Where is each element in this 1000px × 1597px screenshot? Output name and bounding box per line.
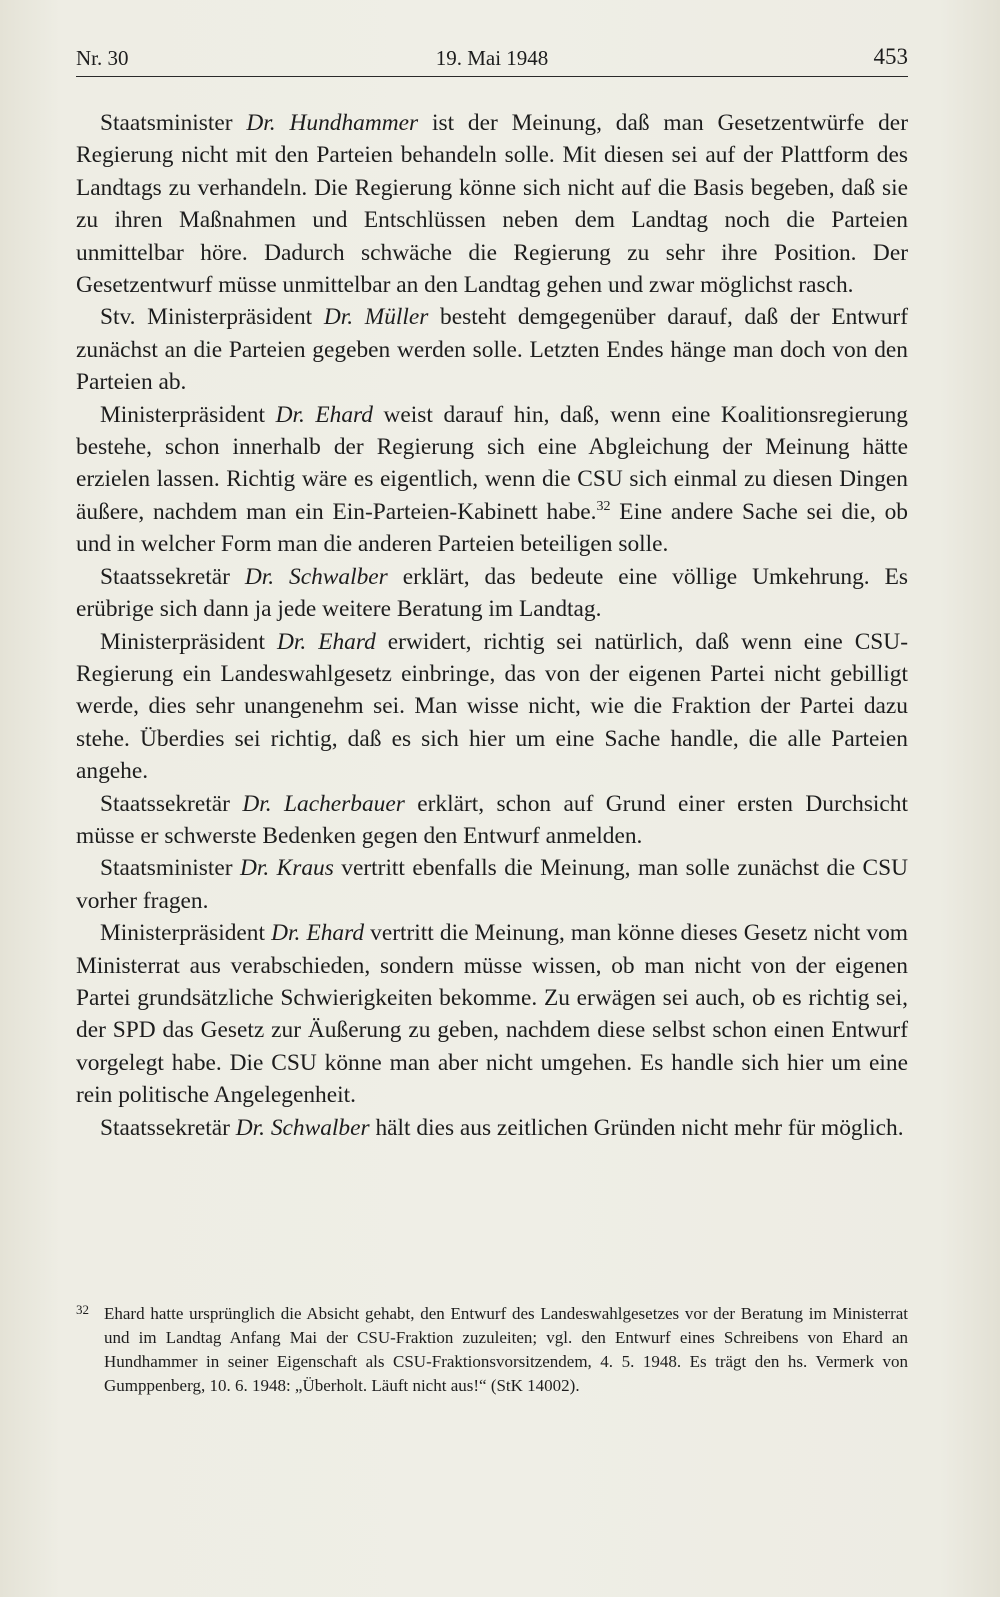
footnote: [76, 1302, 908, 1398]
speaker-title: Dr.: [246, 110, 290, 136]
speaker-name: Ehard: [318, 628, 376, 655]
speaker-name: Schwalber: [270, 1114, 370, 1141]
running-header: [76, 42, 908, 77]
paragraph: Staatsminister Dr. Kraus vertritt ebenfalls die Meinung, man solle zunächst die CSU vorher fragen.: [76, 855, 908, 914]
page-number: 453: [873, 44, 908, 69]
speaker-title: Dr.: [239, 855, 277, 882]
paragraph: Staatsminister Dr. Hundhammer ist der Meinung, daß man Gesetzentwürfe der Regierung nicht mit den Parteien behandeln solle. Mit diesen sei auf der Plattform des Landtags zu verhandeln. Die Regierung könne sich nicht auf die Basis begeben, daß sie zu ihren Maßnahmen und Entschlüssen neben dem Landtag noch die Parteien unmittelbar höre. Dadurch schwäche die Regierung zu sehr ihre Position. Der Gesetzentwurf müsse unmittelbar an den Landtag gehen und zwar möglichst rasch.: [76, 110, 908, 299]
paragraph: Staatssekretär Dr. Schwalber hält dies aus zeitlichen Gründen nicht mehr für möglich.: [100, 1114, 904, 1141]
speaker-name: Müller: [364, 304, 429, 331]
footnote-reference[interactable]: 32: [596, 498, 611, 514]
footnote-number: 32: [76, 1302, 89, 1317]
speaker-title: Dr.: [275, 401, 316, 428]
paragraph: Staatssekretär Dr. Lacherbauer erklärt, schon auf Grund einer ersten Durchsicht müsse er schwerste Bedenken gegen den Entwurf anmelden.: [76, 790, 909, 849]
document-number: Nr. 30: [76, 46, 129, 70]
session-date: 19. Mai 1948: [435, 46, 549, 70]
speaker-name: Ehard: [315, 401, 373, 428]
paragraph: Staatssekretär Dr. Schwalber erklärt, das bedeute eine völlige Umkehrung. Es erübrige sich dann ja jede weitere Beratung im Landtag.: [76, 563, 908, 623]
speaker-name: Schwalber: [289, 563, 388, 590]
protocol-text: [76, 107, 908, 1144]
paragraph: Ministerpräsident Dr. Ehard weist darauf hin, daß, wenn eine Koalitionsregierung bestehe, schon innerhalb der Regierung sich eine Abgleichung der Meinung hätte erzielen lassen. Richtig wäre es eigentlich, wenn die CSU sich einmal zu diesen Dingen äußere, nachdem man ein Ein-Parteien-Kabinett habe.$^{32}$ Eine andere Sache sei die, ob und in welcher Form man die anderen Parteien beteiligen solle.: [76, 401, 908, 558]
paragraph: Ministerpräsident Dr. Ehard vertritt die Meinung, man könne dieses Gesetz nicht vom Ministerrat aus verabschieden, sondern müsse wissen, ob man nicht von der eigenen Partei grundsätzliche Schwierigkeiten bekomme. Zu erwägen sei auch, ob es richtig sei, der SPD das Gesetz zur Äußerung zu geben, nachdem diese selbst schon einen Entwurf vorgelegt habe. Die CSU könne man aber nicht umgehen. Es handle sich hier um eine rein politische Angelegenheit.: [76, 920, 908, 1109]
speaker-name: Ehard: [306, 920, 365, 947]
paragraph: Ministerpräsident Dr. Ehard erwidert, richtig sei natürlich, daß wenn eine CSU-Regierung ein Landeswahlgesetz einbringe, das von der eigenen Partei nicht gebilligt werde, dies sehr unangenehm sei. Man wisse nicht, wie die Fraktion der Partei dazu stehe. Überdies sei richtig, daß es sich hier um eine Sache handle, die alle Parteien angehe.: [76, 628, 908, 785]
footnote-text: Ehard hatte ursprünglich die Absicht gehabt, den Entwurf des Landeswahlgesetzes vor der Beratung im Ministerrat und im Landtag Anfang Mai der CSU-Fraktion zuzuleiten; vgl. den Entwurf eines Schreibens von Ehard an Hundhammer in seiner Eigenschaft als CSU-Fraktionsvorsitzendem, 4. 5. 1948. Es trägt den hs. Vermerk von Gumppenberg, 10. 6. 1948: „Überholt. Läuft nicht aus!“ (StK 14002).: [104, 1304, 908, 1395]
speaker-title: Dr.: [276, 628, 319, 655]
speaker-name: Kraus: [276, 855, 334, 882]
speaker-title: Dr.: [271, 920, 307, 947]
paragraph: Stv. Ministerpräsident Dr. Müller besteht demgegenüber darauf, daß der Entwurf zunächst an die Parteien gegeben werden solle. Letzten Endes hänge man doch von den Parteien ab.: [76, 304, 908, 396]
speaker-title: Dr.: [323, 304, 365, 331]
speaker-title: Dr.: [244, 563, 290, 590]
speaker-title: Dr.: [242, 790, 284, 817]
footnotes: [76, 1302, 908, 1398]
speaker-name: Lacherbauer: [283, 790, 405, 817]
speaker-name: Hundhammer: [289, 110, 419, 136]
speaker-title: Dr.: [235, 1114, 271, 1141]
